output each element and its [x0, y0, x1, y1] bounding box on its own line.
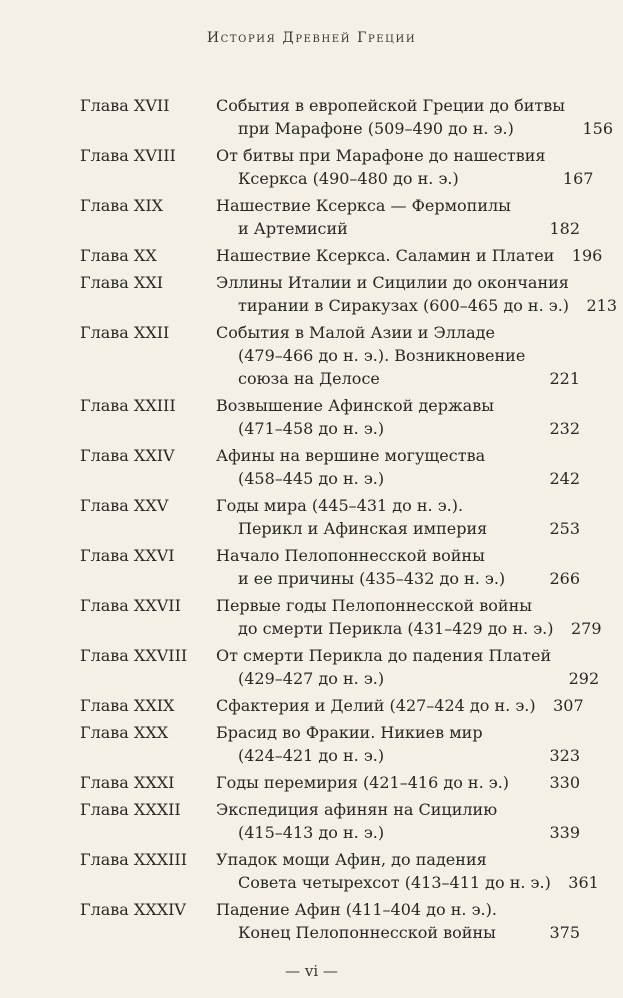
toc-title — [216, 144, 545, 190]
toc-page-number: 221 — [549, 369, 580, 388]
toc-title — [216, 848, 551, 894]
toc-chapter-number: Глава XXI — [80, 273, 164, 292]
toc-entry — [80, 244, 603, 267]
toc-title-line: Конец Пелопоннесской войны — [238, 923, 496, 942]
toc-title-line: Экспедиция афинян на Сицилию — [216, 800, 498, 819]
toc-title-line: От битвы при Марафоне до нашествия — [216, 146, 546, 165]
toc-title-line: События в Малой Азии и Элладе — [216, 323, 495, 342]
toc-title — [216, 394, 532, 440]
toc-title-block — [216, 721, 580, 767]
toc-title-line: Эллины Италии и Сицилии до окончания — [216, 273, 569, 292]
toc-entry — [80, 94, 613, 140]
toc-title-line: Годы мира (445–431 до н. э.). — [216, 496, 464, 515]
toc-title-block — [216, 798, 580, 844]
toc-chapter-number: Глава XXVI — [80, 546, 175, 565]
toc-title-block — [216, 594, 602, 640]
toc-page-number: 323 — [549, 746, 580, 765]
toc-entry — [80, 594, 602, 640]
toc-title — [216, 271, 569, 317]
page-folio: — vi — — [285, 962, 338, 980]
toc-page-number: 182 — [549, 219, 580, 238]
toc-entry — [80, 848, 599, 894]
toc-chapter-number: Глава XVIII — [80, 146, 176, 165]
toc-title-block — [216, 194, 580, 240]
toc-title-line: Первые годы Пелопоннесской войны — [216, 596, 532, 615]
toc-title-block — [216, 848, 599, 894]
toc-title-line: Упадок мощи Афин, до падения — [216, 850, 487, 869]
toc-title-line: и ее причины (435–432 до н. э.) — [238, 569, 506, 588]
toc-title-line: Ксеркса (490–480 до н. э.) — [238, 169, 459, 188]
toc-entry — [80, 394, 580, 440]
toc-title-line: союза на Делосе — [238, 369, 380, 388]
toc-chapter-number: Глава XXXI — [80, 773, 175, 792]
toc-title — [216, 444, 532, 490]
toc-title-line: Нашествие Ксеркса. Саламин и Платеи — [216, 246, 555, 265]
toc-chapter-number: Глава XXVII — [80, 596, 181, 615]
toc-title-line: Начало Пелопоннесской войны — [216, 546, 485, 565]
toc-title — [216, 898, 532, 944]
toc-title-block — [216, 321, 580, 390]
toc-page-number: 167 — [562, 169, 594, 188]
toc-entry — [80, 494, 580, 540]
toc-entry — [80, 694, 584, 717]
toc-title-line: Нашествие Ксеркса — Фермопилы — [216, 196, 511, 215]
toc-chapter-number: Глава XXIV — [80, 446, 175, 465]
toc-page-number: 266 — [549, 569, 580, 588]
toc-page-number: 213 — [586, 296, 618, 315]
toc-page-number: 375 — [549, 923, 580, 942]
toc-chapter-number: Глава XXX — [80, 723, 169, 742]
toc-title-block — [216, 144, 593, 190]
toc-page-number: 307 — [553, 696, 584, 715]
toc-title — [216, 244, 554, 267]
toc-entry — [80, 321, 580, 390]
toc-title-line: Возвышение Афинской державы — [216, 396, 494, 415]
toc-title — [216, 594, 554, 640]
toc-entry — [80, 644, 600, 690]
toc-title — [216, 798, 532, 844]
toc-title-block — [216, 544, 580, 590]
toc-title-line: (458–445 до н. э.) — [238, 469, 385, 488]
toc-title-line: и Артемисий — [238, 219, 348, 238]
toc-page-number: 292 — [568, 669, 600, 688]
toc-title-line: Годы перемирия (421–416 до н. э.) — [216, 773, 510, 792]
toc-entry — [80, 271, 618, 317]
toc-page-number: 339 — [549, 823, 580, 842]
toc-title — [216, 194, 532, 240]
toc-chapter-number: Глава XXIX — [80, 696, 175, 715]
toc-page-number: 232 — [549, 419, 580, 438]
toc-title-block — [216, 444, 580, 490]
toc-page-number: 196 — [571, 246, 603, 265]
toc-title-line: Совета четырехсот (413–411 до н. э.) — [238, 873, 551, 892]
toc-title-line: Перикл и Афинская империя — [238, 519, 488, 538]
toc-title-block — [216, 94, 613, 140]
toc-title-line: (471–458 до н. э.) — [238, 419, 385, 438]
toc-page-number: 253 — [549, 519, 580, 538]
toc-page-number: 361 — [568, 873, 599, 892]
toc-title-line: От смерти Перикла до падения Платей — [216, 646, 552, 665]
toc-title-block — [216, 244, 602, 267]
toc-entry — [80, 444, 580, 490]
toc-title-line: до смерти Перикла (431–429 до н. э.) — [238, 619, 554, 638]
toc-title-line: Падение Афин (411–404 до н. э.). — [216, 900, 497, 919]
toc-title — [216, 644, 551, 690]
toc-title — [216, 494, 532, 540]
toc-page-number: 156 — [582, 119, 613, 138]
toc-page-number: 242 — [549, 469, 580, 488]
toc-entry — [80, 771, 580, 794]
toc-chapter-number: Глава XVII — [80, 96, 170, 115]
running-head: История Древней Греции — [206, 30, 417, 46]
toc-title — [216, 694, 536, 717]
toc-title-line: при Марафоне (509–490 до н. э.) — [238, 119, 514, 138]
toc-chapter-number: Глава XIX — [80, 196, 164, 215]
toc-entry — [80, 898, 580, 944]
toc-title-line: Сфактерия и Делий (427–424 до н. э.) — [216, 696, 536, 715]
toc-chapter-number: Глава XXII — [80, 323, 170, 342]
toc-title-line: тирании в Сиракузах (600–465 до н. э.) — [238, 296, 570, 315]
toc-title — [216, 94, 565, 140]
toc-entry — [80, 721, 580, 767]
toc-title — [216, 721, 532, 767]
toc-title-line: События в европейской Греции до битвы — [216, 96, 565, 115]
toc-entry — [80, 144, 594, 190]
toc-title-block — [216, 771, 580, 794]
toc-title — [216, 321, 532, 390]
toc-chapter-number: Глава XXIII — [80, 396, 176, 415]
toc-title — [216, 771, 532, 794]
toc-title-line: (415–413 до н. э.) — [238, 823, 385, 842]
toc-title-block — [216, 694, 584, 717]
toc-title — [216, 544, 532, 590]
toc-entry — [80, 544, 580, 590]
toc-title-line: (429–427 до н. э.) — [238, 669, 385, 688]
toc-entry — [80, 194, 580, 240]
toc-title-block — [216, 898, 580, 944]
toc-chapter-number: Глава XXVIII — [80, 646, 188, 665]
toc-chapter-number: Глава XXXIV — [80, 900, 186, 919]
toc-chapter-number: Глава XXV — [80, 496, 169, 515]
toc-title-block — [216, 494, 580, 540]
toc-page-number: 279 — [570, 619, 602, 638]
toc-title-block — [216, 271, 617, 317]
toc-page-number: 330 — [549, 773, 580, 792]
toc-title-line: Афины на вершине могущества — [216, 446, 486, 465]
toc-title-line: (424–421 до н. э.) — [238, 746, 385, 765]
toc-title-block — [216, 644, 599, 690]
toc-chapter-number: Глава XX — [80, 246, 157, 265]
toc-chapter-number: Глава XXXII — [80, 800, 181, 819]
toc-title-line: Брасид во Фракии. Никиев мир — [216, 723, 483, 742]
table-of-contents — [80, 94, 618, 948]
toc-title-block — [216, 394, 580, 440]
toc-chapter-number: Глава XXXIII — [80, 850, 188, 869]
toc-title-line: (479–466 до н. э.). Возникновение — [238, 346, 526, 365]
toc-entry — [80, 798, 580, 844]
